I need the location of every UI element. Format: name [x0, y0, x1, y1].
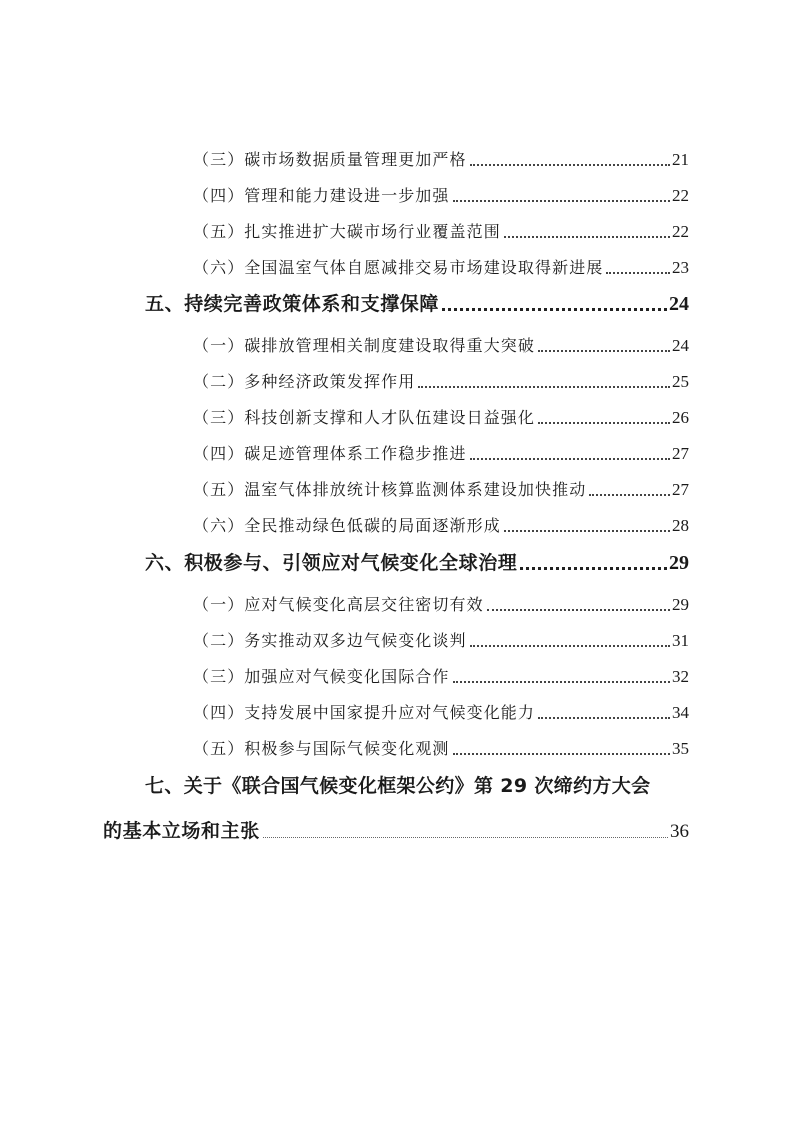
toc-entry-page: 34	[672, 703, 689, 722]
toc-entry-page: 32	[672, 667, 689, 686]
toc-entry[interactable]	[193, 627, 689, 651]
toc-entry-page: 28	[672, 516, 689, 535]
toc-entry[interactable]	[193, 404, 689, 428]
dot-leader	[504, 236, 670, 238]
toc-entry-page: 35	[672, 739, 689, 758]
toc-entry-label: （一）应对气候变化高层交往密切有效	[193, 595, 484, 614]
toc-entry-page: 31	[672, 631, 689, 650]
toc-heading[interactable]	[145, 547, 689, 575]
toc-entry[interactable]	[193, 182, 689, 206]
toc-heading[interactable]	[103, 815, 689, 843]
toc-entry[interactable]	[193, 476, 689, 500]
toc-entry[interactable]	[193, 699, 689, 723]
toc-entry-page: 27	[672, 480, 689, 499]
toc-entry-page: 27	[672, 444, 689, 463]
toc-entry-page: 26	[672, 408, 689, 427]
dot-leader	[504, 530, 670, 532]
toc-heading-page: 36	[670, 821, 689, 842]
dot-leader	[520, 567, 667, 570]
toc-entry-page: 24	[672, 336, 689, 355]
toc-entry-page: 22	[672, 222, 689, 241]
dot-leader	[470, 164, 670, 166]
toc-heading-label: 五、持续完善政策体系和支撑保障	[145, 293, 440, 315]
toc-entry-page: 22	[672, 186, 689, 205]
toc-entry[interactable]	[193, 591, 689, 615]
toc-entry[interactable]	[193, 368, 689, 392]
toc-entry-page: 25	[672, 372, 689, 391]
toc-entry-label: （六）全民推动绿色低碳的局面逐渐形成	[193, 516, 501, 535]
toc-entry[interactable]	[193, 663, 689, 687]
toc-entry-label: （三）碳市场数据质量管理更加严格	[193, 150, 467, 169]
dot-leader	[442, 308, 667, 311]
toc-entry[interactable]	[193, 254, 689, 278]
toc-entry-label: （三）加强应对气候变化国际合作	[193, 667, 450, 686]
dot-leader	[470, 645, 670, 647]
toc-entry[interactable]	[193, 218, 689, 242]
dot-leader	[418, 386, 670, 388]
toc-entry-label: （二）务实推动双多边气候变化谈判	[193, 631, 467, 650]
toc-entry-page: 21	[672, 150, 689, 169]
dot-leader	[453, 681, 670, 683]
toc-entry-label: （五）积极参与国际气候变化观测	[193, 739, 450, 758]
toc-heading-page: 24	[669, 293, 689, 315]
toc-entry-label: （三）科技创新支撑和人才队伍建设日益强化	[193, 408, 536, 427]
toc-heading-page: 29	[669, 552, 689, 574]
toc-entry-label: （一）碳排放管理相关制度建设取得重大突破	[193, 336, 536, 355]
toc-entry-label: （四）管理和能力建设进一步加强	[193, 186, 450, 205]
dot-leader	[589, 494, 670, 496]
dot-leader	[487, 609, 670, 611]
dot-leader	[263, 837, 668, 838]
toc-entry[interactable]	[193, 146, 689, 170]
toc-entry-label: （二）多种经济政策发挥作用	[193, 372, 416, 391]
toc-entry[interactable]	[193, 332, 689, 356]
toc-entry-label: （五）温室气体排放统计核算监测体系建设加快推动	[193, 480, 587, 499]
toc-entry[interactable]	[193, 440, 689, 464]
dot-leader	[538, 422, 670, 424]
toc-heading-label: 六、积极参与、引领应对气候变化全球治理	[145, 552, 518, 574]
toc-entry-page: 23	[672, 258, 689, 277]
toc-entry[interactable]	[193, 735, 689, 759]
dot-leader	[538, 350, 670, 352]
dot-leader	[470, 458, 670, 460]
dot-leader	[453, 753, 670, 755]
toc-heading-line-1[interactable]: 七、关于《联合国气候变化框架公约》第 29 次缔约方大会	[145, 775, 651, 797]
toc-entry-label: （六）全国温室气体自愿减排交易市场建设取得新进展	[193, 258, 604, 277]
dot-leader	[453, 200, 670, 202]
toc-heading[interactable]	[145, 288, 689, 316]
toc-entry-label: （四）支持发展中国家提升应对气候变化能力	[193, 703, 536, 722]
dot-leader	[538, 717, 670, 719]
toc-heading-line-2: 的基本立场和主张	[103, 820, 260, 842]
toc-entry-label: （四）碳足迹管理体系工作稳步推进	[193, 444, 467, 463]
dot-leader	[606, 272, 670, 274]
toc-entry-page: 29	[672, 595, 689, 614]
toc-entry-label: （五）扎实推进扩大碳市场行业覆盖范围	[193, 222, 501, 241]
toc-entry[interactable]	[193, 512, 689, 536]
